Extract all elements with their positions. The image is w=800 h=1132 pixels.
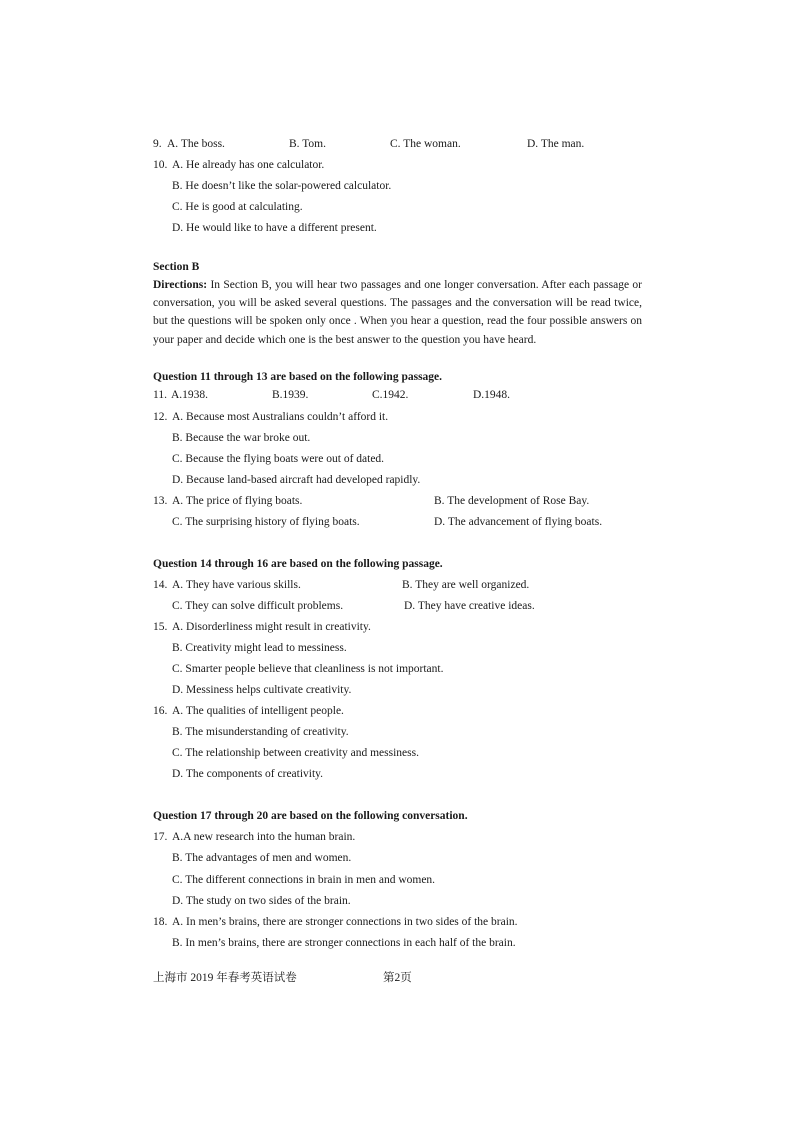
group2-heading: Question 14 through 16 are based on the following passage. bbox=[153, 558, 443, 570]
footer-page-number: 第2页 bbox=[383, 972, 412, 984]
q15-number: 15. bbox=[153, 621, 168, 633]
q16-option-b: B. The misunderstanding of creativity. bbox=[172, 726, 349, 738]
directions-label: Directions: bbox=[153, 279, 208, 291]
q9-option-a: A. The boss. bbox=[167, 138, 225, 150]
q15-option-d: D. Messiness helps cultivate creativity. bbox=[172, 684, 352, 696]
q16-option-a: A. The qualities of intelligent people. bbox=[172, 705, 344, 717]
q16-number: 16. bbox=[153, 705, 168, 717]
q12-option-d: D. Because land-based aircraft had developed rapidly. bbox=[172, 474, 421, 486]
q13-option-a: A. The price of flying boats. bbox=[172, 495, 303, 507]
q14-option-a: A. They have various skills. bbox=[172, 579, 301, 591]
q17-option-d: D. The study on two sides of the brain. bbox=[172, 895, 351, 907]
q17-option-c: C. The different connections in brain in men and women. bbox=[172, 874, 436, 886]
q10-number: 10. bbox=[153, 159, 168, 171]
q15-option-c: C. Smarter people believe that cleanliness is not important. bbox=[172, 663, 444, 675]
footer-exam-title: 上海市 2019 年春考英语试卷 bbox=[153, 972, 297, 984]
q15-option-a: A. Disorderliness might result in creativity. bbox=[172, 621, 371, 633]
q12-option-c: C. Because the flying boats were out of dated. bbox=[172, 453, 385, 465]
q17-number: 17. bbox=[153, 831, 168, 843]
q18-option-a: A. In men’s brains, there are stronger connections in two sides of the brain. bbox=[172, 916, 518, 928]
q18-number: 18. bbox=[153, 916, 168, 928]
group3-heading: Question 17 through 20 are based on the following conversation. bbox=[153, 810, 468, 822]
q10-option-a: A. He already has one calculator. bbox=[172, 159, 325, 171]
q16-option-c: C. The relationship between creativity and messiness. bbox=[172, 747, 419, 759]
q11-option-a: A.1938. bbox=[171, 389, 209, 401]
q15-option-b: B. Creativity might lead to messiness. bbox=[172, 642, 347, 654]
q9-option-b: B. Tom. bbox=[289, 138, 327, 150]
q12-number: 12. bbox=[153, 411, 168, 423]
q17-option-b: B. The advantages of men and women. bbox=[172, 852, 352, 864]
q13-option-d: D. The advancement of flying boats. bbox=[434, 516, 603, 528]
q9-number: 9. bbox=[153, 138, 162, 150]
q10-option-b: B. He doesn’t like the solar-powered calculator. bbox=[172, 180, 392, 192]
q16-option-d: D. The components of creativity. bbox=[172, 768, 324, 780]
q18-option-b: B. In men’s brains, there are stronger connections in each half of the brain. bbox=[172, 937, 516, 949]
q11-option-b: B.1939. bbox=[272, 389, 309, 401]
q11-option-d: D.1948. bbox=[473, 389, 511, 401]
section-b-title: Section B bbox=[153, 261, 200, 273]
q10-option-d: D. He would like to have a different present. bbox=[172, 222, 377, 234]
q12-option-b: B. Because the war broke out. bbox=[172, 432, 311, 444]
q13-number: 13. bbox=[153, 495, 168, 507]
q14-number: 14. bbox=[153, 579, 168, 591]
section-b-directions bbox=[153, 276, 642, 349]
q14-option-b: B. They are well organized. bbox=[402, 579, 530, 591]
group1-heading: Question 11 through 13 are based on the following passage. bbox=[153, 371, 443, 383]
directions-text: In Section B, you will hear two passages and one longer conversation. After each passage or conversation, you will be asked several questions. The passages and the conversation will be read twice, but the questions will be spoken only once . When you hear a question, read the four possible answers on your paper and decide which one is the best answer to the question you have heard. bbox=[153, 279, 643, 346]
q9-option-d: D. The man. bbox=[527, 138, 585, 150]
q9-option-c: C. The woman. bbox=[390, 138, 461, 150]
q14-option-c: C. They can solve difficult problems. bbox=[172, 600, 344, 612]
q11-option-c: C.1942. bbox=[372, 389, 409, 401]
q11-number: 11. bbox=[153, 389, 167, 401]
q14-option-d: D. They have creative ideas. bbox=[404, 600, 535, 612]
q10-option-c: C. He is good at calculating. bbox=[172, 201, 303, 213]
q12-option-a: A. Because most Australians couldn’t afford it. bbox=[172, 411, 389, 423]
q13-option-c: C. The surprising history of flying boats. bbox=[172, 516, 360, 528]
q17-option-a: A.A new research into the human brain. bbox=[172, 831, 356, 843]
q13-option-b: B. The development of Rose Bay. bbox=[434, 495, 590, 507]
